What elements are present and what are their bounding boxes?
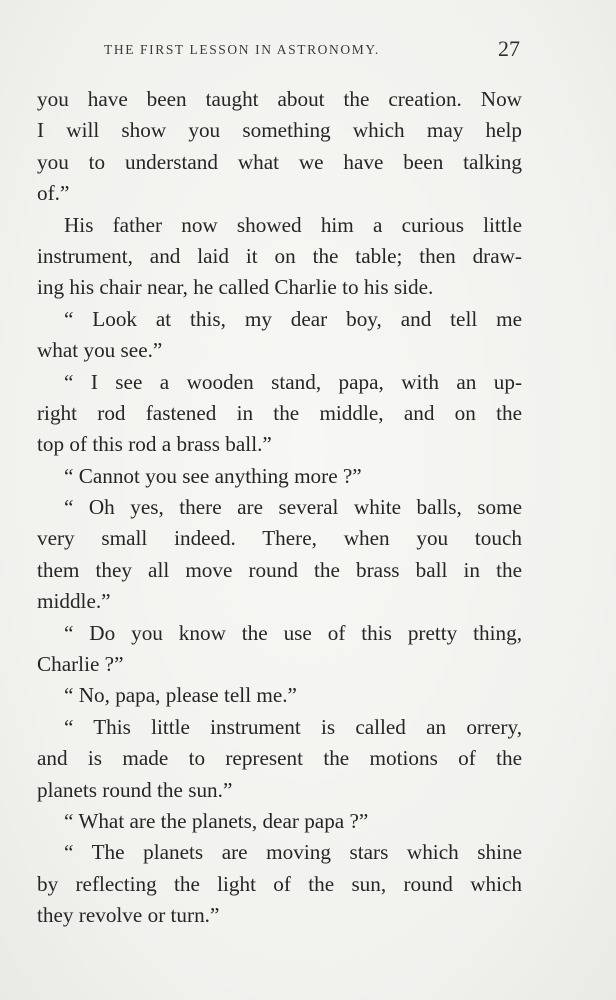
text-line: “ Look at this, my dear boy, and tell me [64, 306, 522, 331]
text-line: they revolve or turn.” [37, 903, 220, 928]
text-line: ing his chair near, he called Charlie to his side. [37, 275, 434, 300]
text-line: and is made to represent the motions of the [37, 746, 522, 771]
text-line: His father now showed him a curious little [64, 212, 522, 237]
page-number: 27 [498, 36, 520, 61]
body-text [37, 84, 522, 932]
text-line: “ No, papa, please tell me.” [64, 683, 297, 708]
text-line: very small indeed. There, when you touch [37, 526, 522, 551]
text-line: “ Do you know the use of this pretty thing, [64, 620, 522, 645]
text-line: planets round the sun.” [37, 777, 233, 802]
text-line: top of this rod a brass ball.” [37, 432, 272, 457]
text-line: instrument, and laid it on the table; then draw- [37, 243, 522, 268]
text-line: “ Oh yes, there are several white balls, some [64, 495, 522, 520]
text-line: “ Cannot you see anything more ?” [64, 463, 362, 488]
text-line: middle.” [37, 589, 111, 614]
text-line: right rod fastened in the middle, and on the [37, 400, 522, 425]
text-line: “ The planets are moving stars which shine [64, 840, 522, 865]
text-line: by reflecting the light of the sun, round which [37, 871, 522, 896]
text-line: of.” [37, 181, 70, 206]
page-header [100, 36, 520, 66]
text-line: them they all move round the brass ball in the [37, 557, 522, 582]
text-line: Charlie ?” [37, 652, 124, 677]
text-line: “ This little instrument is called an orrery, [64, 714, 522, 739]
text-line: what you see.” [37, 338, 163, 363]
running-head: THE FIRST LESSON IN ASTRONOMY. [104, 42, 380, 57]
text-line: “ I see a wooden stand, papa, with an up- [64, 369, 522, 394]
text-line: you have been taught about the creation. Now [37, 87, 522, 111]
text-line: I will show you something which may help [37, 118, 522, 143]
text-line: you to understand what we have been talking [37, 149, 522, 174]
text-line: “ What are the planets, dear papa ?” [64, 808, 369, 833]
